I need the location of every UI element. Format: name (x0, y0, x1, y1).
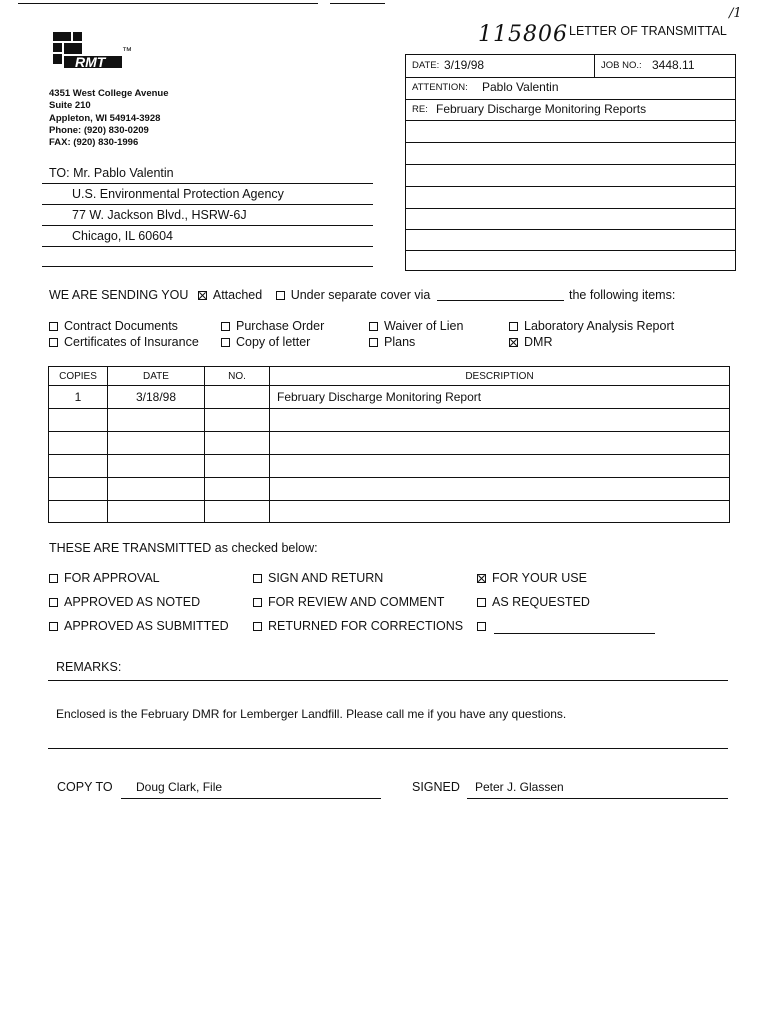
cell-no (205, 386, 270, 409)
option-for-your-use[interactable] (477, 571, 587, 585)
signed-label: SIGNED (412, 780, 460, 794)
copy-to-rule (121, 798, 381, 799)
cell-no (205, 478, 270, 501)
job-label: JOB NO.: (601, 60, 642, 71)
sending-prefix: WE ARE SENDING YOU (49, 288, 189, 302)
remarks-label: REMARKS: (56, 660, 122, 674)
top-rule (18, 3, 318, 4)
re-value: February Discharge Monitoring Reports (436, 102, 647, 116)
to-rule (42, 225, 373, 226)
cell-copies (49, 501, 108, 523)
cell-copies (49, 432, 108, 455)
cell-copies (49, 455, 108, 478)
svg-text:RMT: RMT (75, 54, 106, 70)
option-label: AS REQUESTED (492, 595, 590, 609)
copy-to-label: COPY TO (57, 780, 113, 794)
table-row (49, 409, 730, 432)
checkbox[interactable] (49, 574, 58, 583)
table-row (49, 478, 730, 501)
info-box (405, 54, 736, 271)
to-address-line: Chicago, IL 60604 (72, 229, 174, 243)
corner-mark: /1 (729, 6, 742, 21)
option-label: RETURNED FOR CORRECTIONS (268, 619, 464, 633)
item-label: Contract Documents (64, 319, 178, 333)
date-label: DATE: (412, 60, 440, 71)
cell-description (270, 455, 730, 478)
to-rule (42, 183, 373, 184)
option-label: FOR YOUR USE (492, 571, 587, 585)
table-row (49, 386, 730, 409)
cell-date (108, 478, 205, 501)
re-row (406, 99, 735, 121)
separate-cover-checkbox[interactable] (276, 291, 285, 300)
cell-description: February Discharge Monitoring Report (270, 386, 730, 409)
header-date: DATE (108, 367, 205, 386)
option-returned-for-corrections[interactable] (253, 619, 463, 633)
blank-row (406, 164, 735, 187)
svg-text:™: ™ (122, 46, 132, 57)
blank-row (406, 229, 735, 251)
checkbox[interactable] (477, 574, 486, 583)
header-description: DESCRIPTION (270, 367, 730, 386)
item-label: Purchase Order (236, 319, 325, 333)
checkbox[interactable] (253, 622, 262, 631)
remarks-rule (48, 680, 728, 681)
attention-value: Pablo Valentin (482, 80, 559, 94)
to-address-line: 77 W. Jackson Blvd., HSRW-6J (72, 208, 247, 222)
item-purchase-order[interactable] (221, 319, 324, 333)
cell-no (205, 455, 270, 478)
document-title: LETTER OF TRANSMITTAL (569, 24, 727, 38)
to-line (49, 166, 174, 180)
item-lab-report[interactable] (509, 319, 674, 333)
job-value: 3448.11 (652, 58, 695, 72)
attached-checkbox[interactable] (198, 291, 207, 300)
other-blank (494, 633, 655, 634)
item-dmr[interactable] (509, 335, 552, 349)
checkbox[interactable] (477, 598, 486, 607)
checkbox[interactable] (477, 622, 486, 631)
option-label: APPROVED AS NOTED (64, 595, 201, 609)
blank-row (406, 120, 735, 143)
item-contract[interactable] (49, 319, 178, 333)
cell-no (205, 409, 270, 432)
option-for-approval[interactable] (49, 571, 160, 585)
checkbox[interactable] (509, 322, 518, 331)
item-certificates[interactable] (49, 335, 199, 349)
checkbox[interactable] (509, 338, 518, 347)
signed-rule (467, 798, 728, 799)
company-address: 4351 West College Avenue Suite 210 Appleton, WI 54914-3928 Phone: (920) 830-0209 FAX: (920) 830-1996 (49, 88, 169, 149)
checkbox[interactable] (253, 574, 262, 583)
item-label: Waiver of Lien (384, 319, 464, 333)
re-label: RE: (412, 104, 428, 115)
checkbox[interactable] (49, 598, 58, 607)
to-rule (42, 204, 373, 205)
attached-label: Attached (212, 288, 263, 302)
cell-description (270, 501, 730, 523)
checkbox[interactable] (49, 322, 58, 331)
cell-date (108, 455, 205, 478)
cell-description (270, 432, 730, 455)
checkbox[interactable] (369, 338, 378, 347)
cell-date (108, 409, 205, 432)
sending-line (49, 288, 430, 302)
header-copies: COPIES (49, 367, 108, 386)
item-label: Copy of letter (236, 335, 311, 349)
checkbox[interactable] (49, 338, 58, 347)
to-name: Mr. Pablo Valentin (73, 166, 174, 180)
checkbox[interactable] (221, 338, 230, 347)
cell-no (205, 432, 270, 455)
company-logo (50, 25, 132, 73)
table-header-row (49, 367, 730, 386)
cell-description (270, 409, 730, 432)
blank-row (406, 142, 735, 165)
cell-date (108, 432, 205, 455)
header-no: NO. (205, 367, 270, 386)
item-copy-of-letter[interactable] (221, 335, 310, 349)
handwritten-number: 115806 (478, 22, 568, 47)
to-address-line: U.S. Environmental Protection Agency (72, 187, 284, 201)
attention-label: ATTENTION: (412, 82, 468, 93)
cell-description (270, 478, 730, 501)
blank-row (406, 208, 735, 230)
option-as-requested[interactable] (477, 595, 590, 609)
blank-row (406, 186, 735, 209)
table-row (49, 432, 730, 455)
option-for-review[interactable] (253, 595, 444, 609)
item-label: Laboratory Analysis Report (524, 319, 675, 333)
option-label: FOR APPROVAL (64, 571, 160, 585)
item-label: Certificates of Insurance (64, 335, 199, 349)
signed-value: Peter J. Glassen (475, 780, 564, 794)
cell-date: 3/18/98 (108, 386, 205, 409)
option-approved-as-noted[interactable] (49, 595, 200, 609)
checkbox[interactable] (49, 622, 58, 631)
cell-no (205, 501, 270, 523)
checkbox[interactable] (253, 598, 262, 607)
date-value: 3/19/98 (444, 58, 485, 72)
cell-copies (49, 409, 108, 432)
table-row (49, 501, 730, 523)
option-other[interactable] (477, 619, 492, 633)
to-label: TO: (49, 166, 70, 180)
option-label: FOR REVIEW AND COMMENT (268, 595, 445, 609)
cell-date (108, 501, 205, 523)
checkbox[interactable] (369, 322, 378, 331)
item-waiver[interactable] (369, 319, 463, 333)
checkbox[interactable] (221, 322, 230, 331)
sending-suffix: the following items: (569, 288, 676, 302)
item-label: Plans (384, 335, 416, 349)
date-divider (594, 55, 595, 77)
item-plans[interactable] (369, 335, 415, 349)
remarks-text: Enclosed is the February DMR for Lemberger Landfill. Please call me if you have any questions. (56, 707, 567, 721)
cell-copies: 1 (49, 386, 108, 409)
option-label: APPROVED AS SUBMITTED (64, 619, 229, 633)
copy-to-value: Doug Clark, File (136, 780, 223, 794)
top-rule-short (330, 3, 385, 4)
item-label: DMR (524, 335, 553, 349)
option-label: SIGN AND RETURN (268, 571, 384, 585)
via-blank (437, 300, 564, 301)
to-rule (42, 266, 373, 267)
option-sign-and-return[interactable] (253, 571, 383, 585)
separate-cover-label: Under separate cover via (290, 288, 431, 302)
transmitted-heading: THESE ARE TRANSMITTED as checked below: (49, 541, 318, 555)
cell-copies (49, 478, 108, 501)
table-row (49, 455, 730, 478)
attention-row (406, 77, 735, 100)
option-approved-as-submitted[interactable] (49, 619, 229, 633)
date-row (406, 55, 735, 78)
remarks-rule (48, 748, 728, 749)
items-table (48, 366, 730, 523)
to-rule (42, 246, 373, 247)
